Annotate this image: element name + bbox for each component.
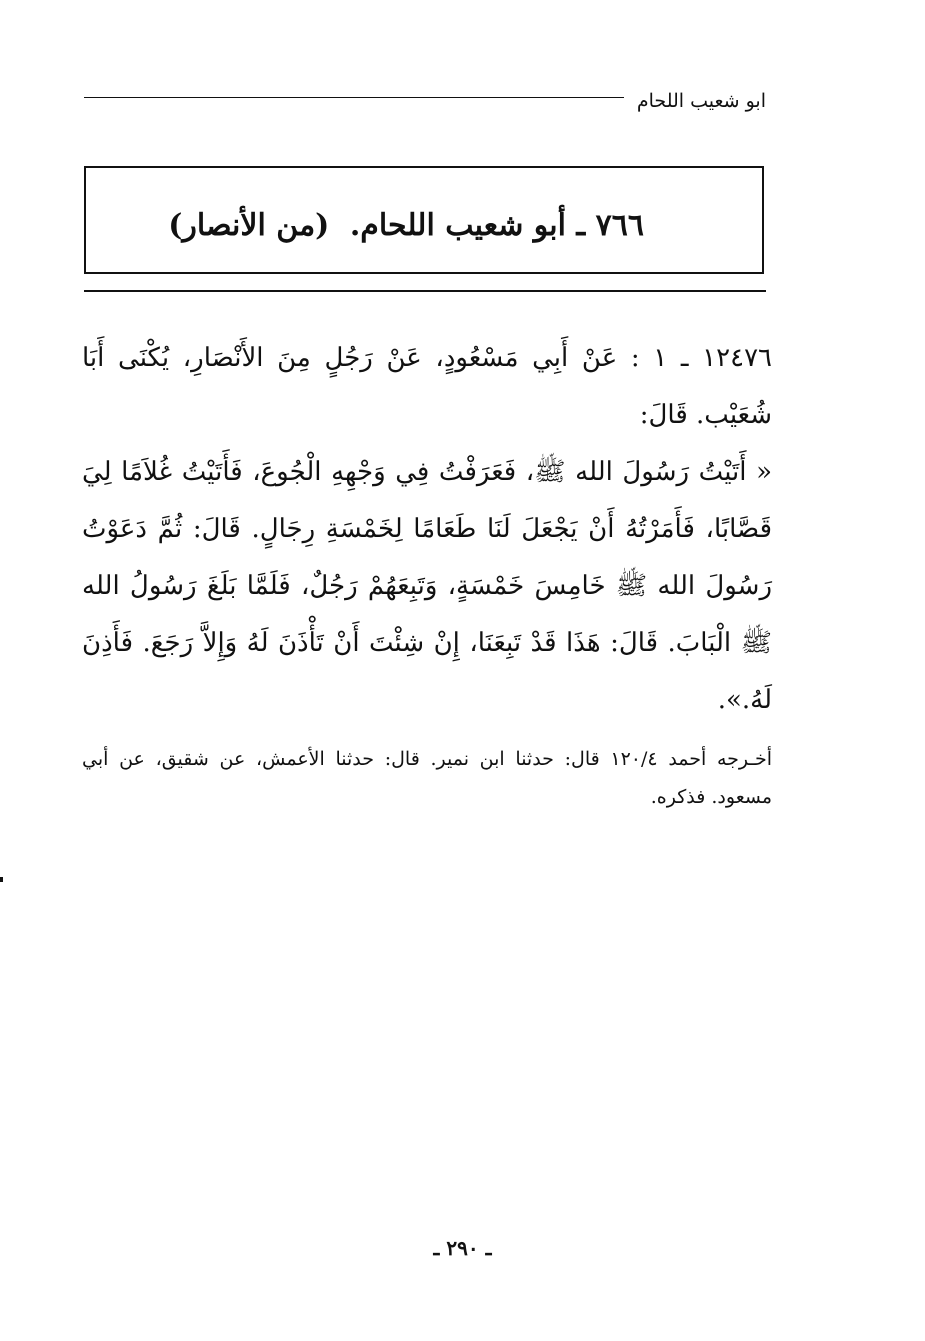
margin-mark bbox=[0, 877, 3, 882]
hadith-intro: ١٢٤٧٦ ـ ١ : عَنْ أَبِي مَسْعُودٍ، عَنْ رَجُلٍ مِنَ الأَنْصَارِ، يُكْنَى أَبَا شُعَيْب. قَالَ: bbox=[82, 343, 772, 430]
entry-title bbox=[168, 206, 644, 246]
title-divider bbox=[84, 290, 766, 292]
running-header-title: ابو شعيب اللحام bbox=[636, 90, 766, 112]
hadith-body: « أَتَيْتُ رَسُولَ الله ﷺ، فَعَرَفْتُ فِي وَجْهِهِ الْجُوعَ، فَأَتَيْتُ غُلاَمًا لِيَ قَصَّابًا، فَأَمَرْتُهُ أَنْ يَجْعَلَ لَنَا طَعَامًا لِخَمْسَةِ رِجَالٍ. قَالَ: ثُمَّ دَعَوْتُ رَسُولَ الله ﷺ خَامِسَ خَمْسَةٍ، وَتَبِعَهُمْ رَجُلٌ، فَلَمَّا بَلَغَ رَسُولُ الله ﷺ الْبَابَ. قَالَ: هَذَا قَدْ تَبِعَنَا، إِنْ شِئْتَ أَنْ تَأْذَنَ لَهُ وَإِلاَّ رَجَعَ. فَأَذِنَ لَهُ.». bbox=[82, 457, 772, 715]
entry-heading: ٧٦٦ ـ أبو شعيب اللحام. bbox=[349, 208, 644, 243]
citation bbox=[82, 740, 772, 816]
entry-subheading: (من الأنصار) bbox=[168, 208, 330, 243]
running-header-rule bbox=[84, 97, 624, 98]
entry-title-box bbox=[84, 166, 764, 274]
page-number: ـ ٢٩٠ ـ bbox=[433, 1236, 492, 1260]
citation-text: أخـرجه أحمد ١٢٠/٤ قال: حدثنا ابن نمير. قال: حدثنا الأعمش، عن شقيق، عن أبي مسعود. فذكره. bbox=[82, 748, 772, 808]
running-header bbox=[84, 86, 766, 116]
hadith-text bbox=[82, 330, 772, 729]
